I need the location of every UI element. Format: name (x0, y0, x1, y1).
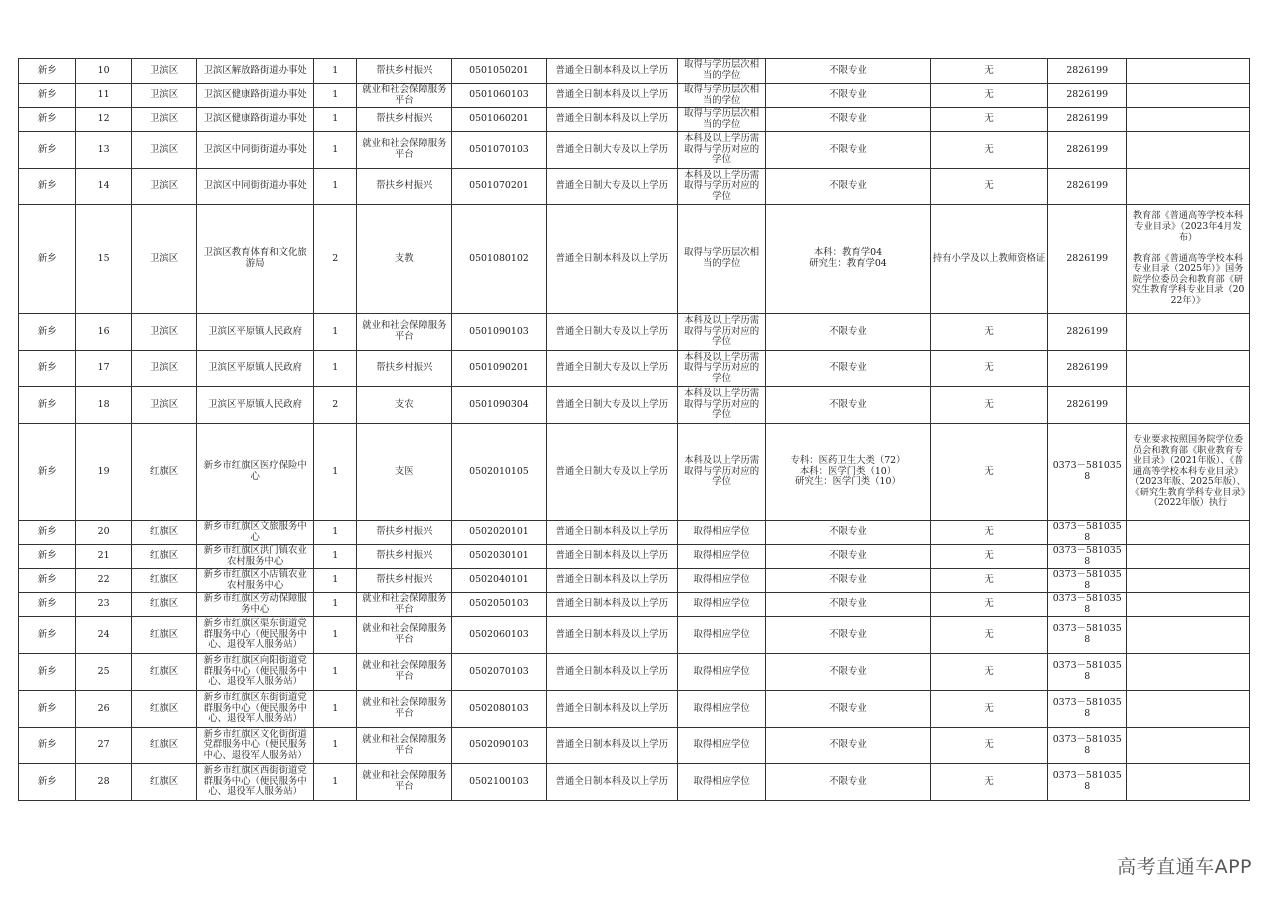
cell-other: 无 (930, 84, 1048, 108)
cell-count: 1 (314, 169, 357, 205)
cell-education: 普通全日制本科及以上学历 (546, 728, 677, 764)
cell-phone: 2826199 (1048, 387, 1127, 424)
cell-other: 无 (930, 764, 1048, 801)
cell-position: 帮扶乡村振兴 (357, 59, 452, 84)
cell-code: 0501060201 (452, 108, 547, 132)
cell-position: 帮扶乡村振兴 (357, 521, 452, 545)
cell-district: 卫滨区 (131, 387, 196, 424)
cell-phone: 0373－5810358 (1048, 593, 1127, 617)
table-row (19, 593, 1250, 617)
cell-education: 普通全日制本科及以上学历 (546, 84, 677, 108)
cell-unit: 新乡市红旗区西街街道党群服务中心（便民服务中心、退役军人服务站） (197, 764, 314, 801)
cell-phone: 0373－5810358 (1048, 617, 1127, 654)
cell-city: 新乡 (19, 654, 76, 691)
cell-note (1127, 617, 1250, 654)
cell-city: 新乡 (19, 691, 76, 728)
cell-count: 1 (314, 764, 357, 801)
cell-district: 红旗区 (131, 424, 196, 521)
cell-phone: 0373－5810358 (1048, 691, 1127, 728)
cell-no: 12 (76, 108, 131, 132)
cell-phone: 0373－5810358 (1048, 654, 1127, 691)
cell-major: 不限专业 (766, 593, 930, 617)
cell-major: 不限专业 (766, 59, 930, 84)
cell-unit: 卫滨区解放路街道办事处 (197, 59, 314, 84)
cell-unit: 新乡市红旗区小店镇农业农村服务中心 (197, 569, 314, 593)
cell-city: 新乡 (19, 351, 76, 387)
cell-note (1127, 593, 1250, 617)
job-table (18, 58, 1250, 801)
table-row (19, 387, 1250, 424)
cell-code: 0501050201 (452, 59, 547, 84)
cell-code: 0501070103 (452, 132, 547, 169)
cell-position: 支医 (357, 424, 452, 521)
cell-other: 无 (930, 593, 1048, 617)
cell-position: 帮扶乡村振兴 (357, 169, 452, 205)
cell-education: 普通全日制本科及以上学历 (546, 205, 677, 314)
cell-count: 2 (314, 205, 357, 314)
cell-major: 不限专业 (766, 545, 930, 569)
cell-no: 15 (76, 205, 131, 314)
cell-major: 不限专业 (766, 617, 930, 654)
cell-count: 1 (314, 691, 357, 728)
cell-note (1127, 314, 1250, 351)
cell-major: 不限专业 (766, 764, 930, 801)
cell-no: 16 (76, 314, 131, 351)
cell-position: 就业和社会保障服务平台 (357, 593, 452, 617)
cell-unit: 新乡市红旗区向阳街道党群服务中心（便民服务中心、退役军人服务站） (197, 654, 314, 691)
cell-position: 支农 (357, 387, 452, 424)
cell-no: 24 (76, 617, 131, 654)
cell-district: 红旗区 (131, 764, 196, 801)
cell-education: 普通全日制本科及以上学历 (546, 654, 677, 691)
cell-code: 0502080103 (452, 691, 547, 728)
cell-city: 新乡 (19, 205, 76, 314)
cell-education: 普通全日制本科及以上学历 (546, 617, 677, 654)
table-row (19, 108, 1250, 132)
cell-code: 0502010105 (452, 424, 547, 521)
cell-degree: 取得相应学位 (677, 521, 766, 545)
cell-code: 0502020101 (452, 521, 547, 545)
cell-note (1127, 728, 1250, 764)
cell-no: 11 (76, 84, 131, 108)
cell-district: 红旗区 (131, 617, 196, 654)
cell-phone: 2826199 (1048, 205, 1127, 314)
cell-code: 0502050103 (452, 593, 547, 617)
cell-code: 0502060103 (452, 617, 547, 654)
cell-count: 1 (314, 424, 357, 521)
cell-unit: 卫滨区平原镇人民政府 (197, 351, 314, 387)
cell-phone: 0373－5810358 (1048, 728, 1127, 764)
cell-unit: 新乡市红旗区东街街道党群服务中心（便民服务中心、退役军人服务站） (197, 691, 314, 728)
cell-education: 普通全日制大专及以上学历 (546, 424, 677, 521)
cell-city: 新乡 (19, 84, 76, 108)
cell-position: 就业和社会保障服务平台 (357, 728, 452, 764)
cell-district: 红旗区 (131, 521, 196, 545)
cell-degree: 取得与学历层次相当的学位 (677, 84, 766, 108)
cell-position: 就业和社会保障服务平台 (357, 617, 452, 654)
cell-degree: 取得相应学位 (677, 617, 766, 654)
cell-code: 0502040101 (452, 569, 547, 593)
cell-count: 1 (314, 84, 357, 108)
table-row (19, 132, 1250, 169)
cell-district: 卫滨区 (131, 108, 196, 132)
cell-city: 新乡 (19, 132, 76, 169)
cell-note (1127, 691, 1250, 728)
cell-district: 红旗区 (131, 654, 196, 691)
cell-unit: 新乡市红旗区医疗保险中心 (197, 424, 314, 521)
cell-code: 0502100103 (452, 764, 547, 801)
cell-city: 新乡 (19, 545, 76, 569)
cell-degree: 本科及以上学历需取得与学历对应的学位 (677, 169, 766, 205)
cell-other: 无 (930, 569, 1048, 593)
cell-no: 21 (76, 545, 131, 569)
table-row (19, 314, 1250, 351)
cell-other: 无 (930, 351, 1048, 387)
cell-position: 就业和社会保障服务平台 (357, 84, 452, 108)
cell-city: 新乡 (19, 387, 76, 424)
table-row (19, 205, 1250, 314)
cell-note (1127, 108, 1250, 132)
cell-no: 22 (76, 569, 131, 593)
cell-major: 不限专业 (766, 728, 930, 764)
cell-count: 1 (314, 59, 357, 84)
cell-degree: 取得相应学位 (677, 593, 766, 617)
cell-education: 普通全日制本科及以上学历 (546, 764, 677, 801)
cell-degree: 本科及以上学历需取得与学历对应的学位 (677, 132, 766, 169)
cell-position: 帮扶乡村振兴 (357, 108, 452, 132)
cell-other: 无 (930, 387, 1048, 424)
cell-unit: 新乡市红旗区劳动保障服务中心 (197, 593, 314, 617)
table-row (19, 59, 1250, 84)
cell-major: 不限专业 (766, 654, 930, 691)
cell-major: 不限专业 (766, 569, 930, 593)
cell-phone: 0373－5810358 (1048, 521, 1127, 545)
cell-no: 20 (76, 521, 131, 545)
cell-degree: 取得相应学位 (677, 569, 766, 593)
cell-position: 支教 (357, 205, 452, 314)
cell-count: 1 (314, 108, 357, 132)
cell-other: 无 (930, 728, 1048, 764)
cell-district: 卫滨区 (131, 351, 196, 387)
cell-degree: 本科及以上学历需取得与学历对应的学位 (677, 314, 766, 351)
cell-note (1127, 132, 1250, 169)
cell-other: 无 (930, 132, 1048, 169)
cell-code: 0502070103 (452, 654, 547, 691)
cell-education: 普通全日制大专及以上学历 (546, 351, 677, 387)
cell-note (1127, 764, 1250, 801)
cell-no: 25 (76, 654, 131, 691)
cell-code: 0501060103 (452, 84, 547, 108)
cell-unit: 卫滨区中同街街道办事处 (197, 169, 314, 205)
cell-no: 17 (76, 351, 131, 387)
cell-no: 27 (76, 728, 131, 764)
cell-count: 1 (314, 132, 357, 169)
cell-major: 不限专业 (766, 84, 930, 108)
cell-other: 无 (930, 169, 1048, 205)
cell-code: 0501070201 (452, 169, 547, 205)
cell-city: 新乡 (19, 59, 76, 84)
cell-major: 不限专业 (766, 387, 930, 424)
cell-other: 持有小学及以上教师资格证 (930, 205, 1048, 314)
cell-district: 红旗区 (131, 593, 196, 617)
cell-education: 普通全日制大专及以上学历 (546, 132, 677, 169)
cell-district: 卫滨区 (131, 169, 196, 205)
cell-position: 帮扶乡村振兴 (357, 569, 452, 593)
cell-district: 卫滨区 (131, 205, 196, 314)
cell-other: 无 (930, 314, 1048, 351)
cell-education: 普通全日制本科及以上学历 (546, 521, 677, 545)
cell-note (1127, 654, 1250, 691)
cell-position: 就业和社会保障服务平台 (357, 691, 452, 728)
table-row (19, 728, 1250, 764)
cell-position: 就业和社会保障服务平台 (357, 654, 452, 691)
cell-count: 1 (314, 593, 357, 617)
cell-phone: 0373－5810358 (1048, 764, 1127, 801)
cell-position: 就业和社会保障服务平台 (357, 314, 452, 351)
cell-position: 帮扶乡村振兴 (357, 545, 452, 569)
cell-unit: 卫滨区平原镇人民政府 (197, 314, 314, 351)
cell-major: 不限专业 (766, 108, 930, 132)
cell-major: 不限专业 (766, 314, 930, 351)
cell-education: 普通全日制本科及以上学历 (546, 545, 677, 569)
cell-unit: 卫滨区健康路街道办事处 (197, 84, 314, 108)
table-row (19, 764, 1250, 801)
cell-city: 新乡 (19, 169, 76, 205)
cell-count: 2 (314, 387, 357, 424)
table-body (19, 59, 1250, 801)
cell-unit: 新乡市红旗区文旅服务中心 (197, 521, 314, 545)
table-row (19, 569, 1250, 593)
cell-major: 本科：教育学04 研究生：教育学04 (766, 205, 930, 314)
cell-phone: 0373－5810358 (1048, 424, 1127, 521)
table-row (19, 169, 1250, 205)
cell-other: 无 (930, 424, 1048, 521)
cell-unit: 卫滨区教育体育和文化旅游局 (197, 205, 314, 314)
cell-phone: 2826199 (1048, 169, 1127, 205)
cell-phone: 2826199 (1048, 108, 1127, 132)
cell-no: 10 (76, 59, 131, 84)
cell-education: 普通全日制本科及以上学历 (546, 59, 677, 84)
cell-count: 1 (314, 654, 357, 691)
cell-no: 26 (76, 691, 131, 728)
cell-city: 新乡 (19, 617, 76, 654)
cell-code: 0501080102 (452, 205, 547, 314)
cell-no: 14 (76, 169, 131, 205)
cell-major: 不限专业 (766, 521, 930, 545)
cell-district: 红旗区 (131, 691, 196, 728)
cell-phone: 2826199 (1048, 84, 1127, 108)
table-row (19, 691, 1250, 728)
cell-major: 不限专业 (766, 132, 930, 169)
cell-no: 28 (76, 764, 131, 801)
cell-position: 就业和社会保障服务平台 (357, 132, 452, 169)
cell-district: 卫滨区 (131, 59, 196, 84)
table-row (19, 521, 1250, 545)
cell-count: 1 (314, 314, 357, 351)
cell-major: 专科：医药卫生大类（72） 本科：医学门类（10） 研究生：医学门类（10） (766, 424, 930, 521)
cell-city: 新乡 (19, 521, 76, 545)
cell-degree: 取得相应学位 (677, 654, 766, 691)
cell-degree: 取得与学历层次相当的学位 (677, 59, 766, 84)
cell-other: 无 (930, 691, 1048, 728)
cell-other: 无 (930, 617, 1048, 654)
cell-district: 红旗区 (131, 728, 196, 764)
cell-note (1127, 387, 1250, 424)
cell-count: 1 (314, 728, 357, 764)
cell-count: 1 (314, 617, 357, 654)
cell-phone: 0373－5810358 (1048, 569, 1127, 593)
cell-phone: 2826199 (1048, 314, 1127, 351)
cell-district: 红旗区 (131, 545, 196, 569)
cell-district: 卫滨区 (131, 84, 196, 108)
cell-degree: 取得相应学位 (677, 691, 766, 728)
watermark: 高考直通车APP (1117, 856, 1252, 878)
cell-count: 1 (314, 521, 357, 545)
cell-phone: 2826199 (1048, 59, 1127, 84)
cell-note (1127, 351, 1250, 387)
cell-unit: 新乡市红旗区文化街街道党群服务中心（便民服务中心、退役军人服务站） (197, 728, 314, 764)
cell-note (1127, 169, 1250, 205)
cell-no: 19 (76, 424, 131, 521)
cell-major: 不限专业 (766, 691, 930, 728)
cell-degree: 取得与学历层次相当的学位 (677, 108, 766, 132)
cell-major: 不限专业 (766, 351, 930, 387)
cell-degree: 本科及以上学历需取得与学历对应的学位 (677, 351, 766, 387)
cell-unit: 新乡市红旗区洪门镇农业农村服务中心 (197, 545, 314, 569)
table-row (19, 424, 1250, 521)
table-row (19, 351, 1250, 387)
cell-note (1127, 521, 1250, 545)
cell-city: 新乡 (19, 728, 76, 764)
cell-phone: 2826199 (1048, 132, 1127, 169)
cell-position: 就业和社会保障服务平台 (357, 764, 452, 801)
cell-code: 0501090304 (452, 387, 547, 424)
cell-degree: 取得与学历层次相当的学位 (677, 205, 766, 314)
cell-unit: 卫滨区健康路街道办事处 (197, 108, 314, 132)
table-row (19, 84, 1250, 108)
cell-other: 无 (930, 59, 1048, 84)
cell-phone: 0373－5810358 (1048, 545, 1127, 569)
cell-code: 0502090103 (452, 728, 547, 764)
cell-note: 教育部《普通高等学校本科专业目录》（2023年4月发布） 教育部《普通高等学校本科专业目录（2025年）》国务院学位委员会和教育部《研究生教育学科专业目录（2022年）》 (1127, 205, 1250, 314)
cell-count: 1 (314, 569, 357, 593)
cell-degree: 取得相应学位 (677, 764, 766, 801)
cell-city: 新乡 (19, 764, 76, 801)
cell-other: 无 (930, 654, 1048, 691)
cell-phone: 2826199 (1048, 351, 1127, 387)
cell-unit: 新乡市红旗区渠东街道党群服务中心（便民服务中心、退役军人服务站） (197, 617, 314, 654)
table-row (19, 654, 1250, 691)
cell-note: 专业要求按照国务院学位委员会和教育部《职业教育专业目录》（2021年版）、《普通高等学校本科专业目录》（2023年版、2025年版）、《研究生教育学科专业目录》（2022年版）执行 (1127, 424, 1250, 521)
cell-city: 新乡 (19, 569, 76, 593)
cell-code: 0502030101 (452, 545, 547, 569)
cell-code: 0501090201 (452, 351, 547, 387)
cell-position: 帮扶乡村振兴 (357, 351, 452, 387)
cell-no: 13 (76, 132, 131, 169)
cell-note (1127, 84, 1250, 108)
cell-other: 无 (930, 108, 1048, 132)
cell-city: 新乡 (19, 424, 76, 521)
cell-district: 卫滨区 (131, 314, 196, 351)
cell-note (1127, 545, 1250, 569)
cell-education: 普通全日制大专及以上学历 (546, 169, 677, 205)
cell-city: 新乡 (19, 314, 76, 351)
cell-degree: 取得相应学位 (677, 545, 766, 569)
cell-no: 18 (76, 387, 131, 424)
cell-education: 普通全日制本科及以上学历 (546, 569, 677, 593)
cell-district: 卫滨区 (131, 132, 196, 169)
cell-unit: 卫滨区中同街街道办事处 (197, 132, 314, 169)
cell-education: 普通全日制大专及以上学历 (546, 314, 677, 351)
cell-unit: 卫滨区平原镇人民政府 (197, 387, 314, 424)
cell-other: 无 (930, 521, 1048, 545)
cell-city: 新乡 (19, 108, 76, 132)
cell-education: 普通全日制本科及以上学历 (546, 108, 677, 132)
cell-note (1127, 569, 1250, 593)
cell-note (1127, 59, 1250, 84)
cell-count: 1 (314, 545, 357, 569)
cell-major: 不限专业 (766, 169, 930, 205)
cell-district: 红旗区 (131, 569, 196, 593)
cell-education: 普通全日制本科及以上学历 (546, 691, 677, 728)
cell-other: 无 (930, 545, 1048, 569)
cell-no: 23 (76, 593, 131, 617)
table-row (19, 545, 1250, 569)
cell-education: 普通全日制本科及以上学历 (546, 593, 677, 617)
cell-degree: 本科及以上学历需取得与学历对应的学位 (677, 387, 766, 424)
cell-code: 0501090103 (452, 314, 547, 351)
table-row (19, 617, 1250, 654)
cell-count: 1 (314, 351, 357, 387)
cell-degree: 本科及以上学历需取得与学历对应的学位 (677, 424, 766, 521)
cell-degree: 取得相应学位 (677, 728, 766, 764)
cell-city: 新乡 (19, 593, 76, 617)
cell-education: 普通全日制大专及以上学历 (546, 387, 677, 424)
